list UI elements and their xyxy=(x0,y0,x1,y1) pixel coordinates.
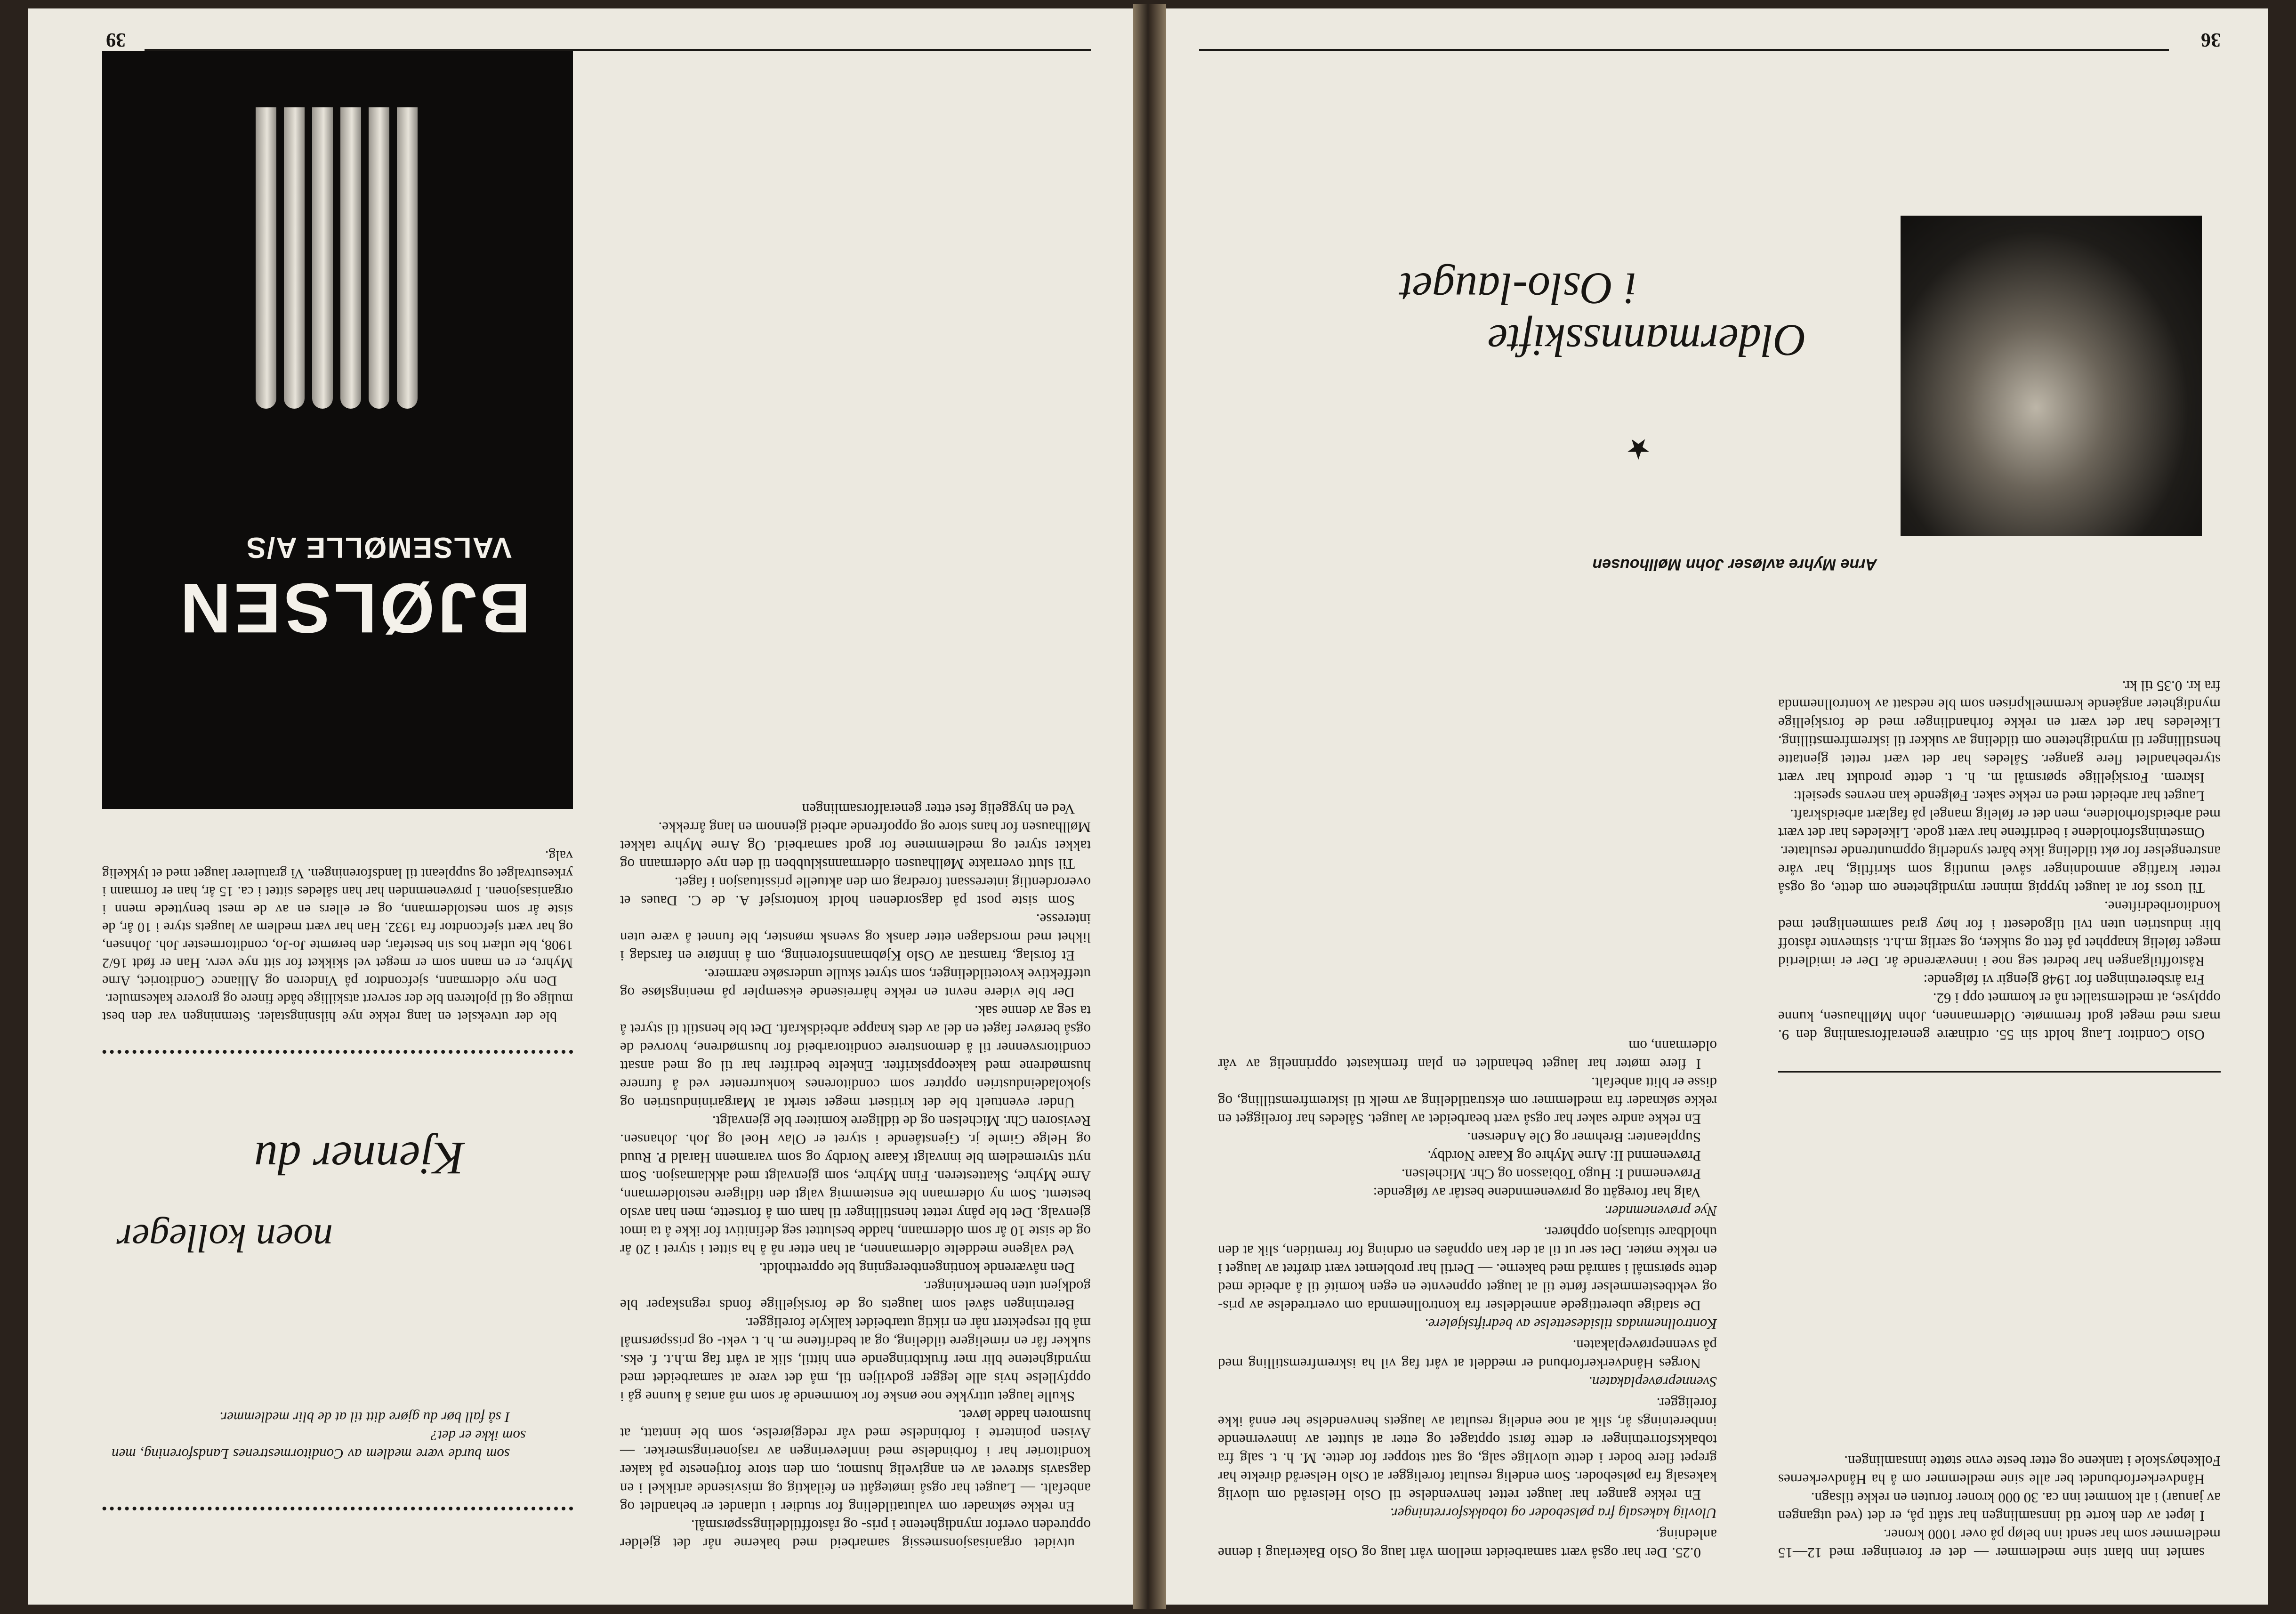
para: Omsetningsforholdene i bedriftene har vært gode. Likeledes har det vært med arbeidsforholdene, men det er følelig mangel på faglært arbeidskraft. xyxy=(1778,807,2221,841)
subhead: Ulovlig kakesalg fra pølseboder og tobakksforretninger. xyxy=(1390,1505,1717,1522)
dotted-border-bottom xyxy=(102,1507,573,1510)
silo-shape xyxy=(312,107,333,409)
para: En rekke søknader om valutatildeling for studier i utlandet er behandlet og anbefalt. — Lauget har også imøtegått en feilaktig og misvisende artikkel i en dagsavis skrevet av en angivelig husmor, om den store fortjeneste på kaker konditorier har i forbindelse med innleveringen av rasjoneringsmerker. — Avisen pointerte i forbindelse med vår redegjørelse, som ble inntatt, at husmoren hadde løvet. xyxy=(620,1407,1091,1515)
right-column-2-bottom xyxy=(112,1408,526,1463)
page-39 xyxy=(28,8,1133,1605)
book-spine xyxy=(1133,4,1166,1609)
para: Der ble videre nevnt en rekke hårreisende eksempler på meningsløse og uteffektive kvotetildelinger, som styret skulle undersøke nærmere. xyxy=(620,966,1091,1001)
ad-brand: BJØLSEN xyxy=(177,569,531,648)
column-divider xyxy=(1778,1071,2221,1073)
subhead: Kontrollnemndas tilsidesettelse av bedriftskjølere. xyxy=(1424,1316,1717,1332)
bottom-rule xyxy=(1199,49,2169,51)
para: Til tross for at lauget hyppig minner myndighetene om dette, og også retter kraftige anmodninger såvel muntlig som skriftlig, har våre anstrengelser for økt tildeling ikke båret synderlig oppmuntrende resultater. xyxy=(1778,843,2221,896)
para: Ved en hyggelig fest etter generalforsamlingen xyxy=(802,801,1075,817)
kjenner-du-heading: Kjenner du xyxy=(254,1132,465,1185)
left-column-1 xyxy=(1778,677,2221,1044)
page-number: 39 xyxy=(106,29,126,50)
para: I så fall bør du gjøre ditt til at de blir medlemmer. xyxy=(219,1409,510,1426)
para: Iskrem. Forskjellige spørsmål m. h. t. dette produkt har vært styrebehandlet flere ganger. Således har det vært rettet gjentatte henstillinger til myndighetene om tildeling av sukker til iskremfremstilling. Likeledes har det vært en rekke forhandlinger med de forskjellige myndigheter angående kremmelkprisen som ble nedsatt av kontrollnemnda fra kr. 0.35 til kr. xyxy=(1778,678,2221,786)
silo-shape xyxy=(256,107,276,409)
para: Norges Håndverkerforbund er meddelt at vårt fag vil ha iskremfremstilling med på svenneprøveplakaten. xyxy=(1218,1337,1717,1372)
bjolsen-advertisement xyxy=(102,51,573,809)
para: 0.25. Der har også vært samarbeidet mellom vårt laug og Oslo Bakerlaug i denne anledning. xyxy=(1218,1526,1717,1561)
page-number: 36 xyxy=(2201,29,2221,50)
para: Prøvenemnd II: Arne Myhre og Kaare Nordby. xyxy=(1427,1148,1701,1164)
para: Under eventuelt ble det kritisert meget sterkt at Margarinindustrien og sjokoladeindustrien opptrer som conditorenes konkurrenter ved å furnere husmødrene med kakeoppskrifter. Enkelte bedrifter har til og med ansatt conditorsvenner til å demonstrere conditorarbeid for husmødrene, hvorved de også berøver faget en del av dets knappe arbeidskraft. Det ble henstilt til styret å ta seg av denne sak. xyxy=(620,1003,1091,1111)
para: Den nye oldermann, sjefcondtor på Vinderen og Alliance Conditoriet, Arne Myhre, er en mann som er meget vel skikket for sitt nye verv. Han er født 16/2 1908, ble utlært hos sin bestefar, den berømte Jo-Jo, conditormester Joh. Johnsen, og har vært sjefcondtor fra 1932. Han har vært medlem av laugets styre i 10 år, de siste år som nestoldermann, og er ellers en av de mest benyttede menn i organisasjonen. I prøvenemnden har han således sittet i ca. 15 år, han er formann i yrkesutvalget og suppleant til landsforeningen. Vi gratulerer lauget med et lykkelig valg. xyxy=(102,848,573,989)
right-column-2-top xyxy=(102,847,573,1025)
silo-shape xyxy=(369,107,389,409)
para: samlet inn blant sine medlemmer — det er foreninger med 12—15 medlemmer som har sendt inn beløp på over 1000 kroner. xyxy=(1778,1526,2221,1561)
para: En rekke andre saker har også vært bearbeidet av lauget. Således har foreligget en rekke søknader fra medlemmer om ekstratildeling av melk til iskremfremstilling, og disse er blitt anbefalt. xyxy=(1218,1074,1717,1128)
para: I løpet av den korte tid innsamlingen har stått på, er det (ved utgangen av januar) i alt kommet inn ca. 30 000 kroner foruten en rekke tilsagn. xyxy=(1778,1490,2221,1525)
star-ornament: ★ xyxy=(1626,433,1651,464)
para: Håndverkerforbundet ber alle sine medlemmer om å ha Håndverkernes Folkehøyskole i tankene og etter beste evne støtte innsamlingen. xyxy=(1778,1453,2221,1488)
subhead: Svenneprøveplakaten. xyxy=(1588,1374,1717,1390)
headline-line-2: i Oslo-lauget xyxy=(1400,264,1637,314)
para: Fra årsberetningen for 1948 gjengir vi følgende: xyxy=(1923,972,2205,988)
para: Oslo Conditor Laug holdt sin 55. ordinære generalforsamling den 9. mars med meget godt fremmøte. Oldermannen, John Møllhausen, kunne opplyse, at medlemstallet nå er kommet opp i 62. xyxy=(1778,990,2221,1043)
para: En rekke ganger har lauget rettet henvendelse til Oslo Helseråd om ulovlig kakesalg fra pølseboder. Som endelig resultat foreligger at Oslo Helseråd direkte har grepet flere boder i dette ulovlige salg, og satt stopper for dette. M. h. t. salg fra tobakksforretninger er dette først opptaget og etter at sluttet av innevernende innberetnings år, slik at noe endelig resultat av laugets henvendelse her ennå ikke foreligger. xyxy=(1218,1395,1717,1503)
para: Lauget har arbeidet med en rekke saker. Følgende kan nevnes spesielt: xyxy=(1793,788,2205,805)
para: Til slutt overrakte Møllhausen oldermannsklubben til den nye oldermann og takket styret og medlemmene for godt samarbeid. Og Arne Myhre takket Møllhausen for hans store og oppofrende arbeid gjennom en lang årrekke. xyxy=(620,819,1091,872)
ad-subtitle: VALSEMØLLE A/S xyxy=(245,531,512,564)
para: Den nåværende kontingentberegning ble opprettholdt. xyxy=(759,1260,1075,1276)
para: ble der utvekslet en lang rekke nye hilsningstaler. Stemningen var den best mulige og til pjolteren ble der servert atskillige både finere og grovere kakesmuler. xyxy=(102,991,573,1025)
silo-shape xyxy=(340,107,361,409)
headline-line-1: Oldermannsskifte xyxy=(1487,315,1806,366)
para: Suppleanter: Brehmer og Ole Andersen. xyxy=(1467,1130,1701,1146)
right-column-1 xyxy=(620,800,1091,1553)
subhead: Nye prøvenemnder. xyxy=(1604,1203,1717,1219)
para: Beretningen såvel som laugets og de forskjellige fonds regnskaper ble godkjent uten bemerkninger. xyxy=(620,1278,1091,1313)
photo-caption: Arne Myhre avløser John Møllhousen xyxy=(1592,556,1877,573)
portrait-photo xyxy=(1901,216,2202,536)
left-column-2 xyxy=(1218,1037,1717,1562)
para: De stadige uberettigede anmeldelser fra kontrollnemnda om overtredelse av pris- og vektbestemmelser førte til at lauget oppnevnte en egen komité til å arbeide med dette spørsmål i samråd med bakerne. — Dertil har problemet vært drøftet av lauget i en rekke møter. Det ser ut til at der kan oppnåes en ordning for fremtiden, slik at den uholdbare situasjon opphører. xyxy=(1218,1224,1717,1314)
para: Valg har foregått og prøvenemndene består av følgende: xyxy=(1373,1185,1701,1201)
silo-shape xyxy=(284,107,305,409)
para: I flere møter har lauget behandlet en plan fremkastet opprinnelig av vår oldermann, om xyxy=(1218,1038,1717,1073)
para: Skulle lauget uttrykke noe ønske for kommende år som må antas å kunne gå i oppfyllelse hvis alle legger godviljen til, må det være at samarbeidet med myndighetene blir mer fruktbringende enn hittil, slik at vårt fag m.h.t. f. eks. sukker får en rimeligere tildeling, og at bedriftene m. h. t. vekt- og prisspørsmål må bli respektert når en riktig utarbeidet kalkyle foreligger. xyxy=(620,1315,1091,1405)
silo-shape xyxy=(397,107,418,409)
page-36 xyxy=(1166,8,2268,1605)
left-column-1-lower xyxy=(1778,1452,2221,1562)
para: som burde være medlem av Conditormestrenes Landsforening, men som ikke er det? xyxy=(112,1428,526,1462)
para: Et forslag, framsatt av Oslo Kjøbmannsforening, om å innføre en farsdag i likhet med morsdagen etter dansk og svensk mønster, ble funnet å være uten interesse. xyxy=(620,911,1091,964)
para: Ved valgene meddelte oldermannen, at han etter nå å ha sittet i styret i 20 år og de siste 10 år som oldermann, hadde besluttet seg definitivt for ikke å ta imot gjenvalg. Det ble påny rettet henstillinger til ham om å fortsette, men han avslo bestemt. Som ny oldermann ble enstemmig valgt den tidligere nestoldermann, Arne Myhre, Skattesteren. Finn Myhre, som gjenvalgt med akklamasjon. Som nytt styremedlem ble innvalgt Kaare Nordby og som varamenn Harald P. Ruud og Helge Gimle jr. Gjenstående i styret er Olav Hoel og Joh. Johansen. Revisoren Chr. Michelsen og de tidligere komiteer ble gjenvalgt. xyxy=(620,1113,1091,1258)
para: Som siste post på dagsordenen holdt kontorsjef A. de C. Daues et overordentlig interessant foredrag om den aktuelle prissituasjon i faget. xyxy=(620,874,1091,909)
para: Råstofftilgangen har bedret seg noe i inneværende år. Der er imidlertid meget følelig knapphet på fett og sukker, og særlig m.h.t. sistnevnte råstoff blir industrien uten tvil tilgodesett i for høy grad sammenlignet med konditoribedriftene. xyxy=(1778,898,2221,970)
para: Prøvenemnd I: Hugo Tobiasson og Chr. Michelsen. xyxy=(1401,1166,1701,1183)
para: utvidet organisasjonsmessig samarbeid med bakerne når det gjelder opptreden overfor myndighetene i pris- og råstofftildelingsspørsmål. xyxy=(620,1517,1091,1552)
dotted-border-top xyxy=(102,1050,573,1054)
noen-kolleger-heading: noen kolleger xyxy=(116,1216,333,1260)
